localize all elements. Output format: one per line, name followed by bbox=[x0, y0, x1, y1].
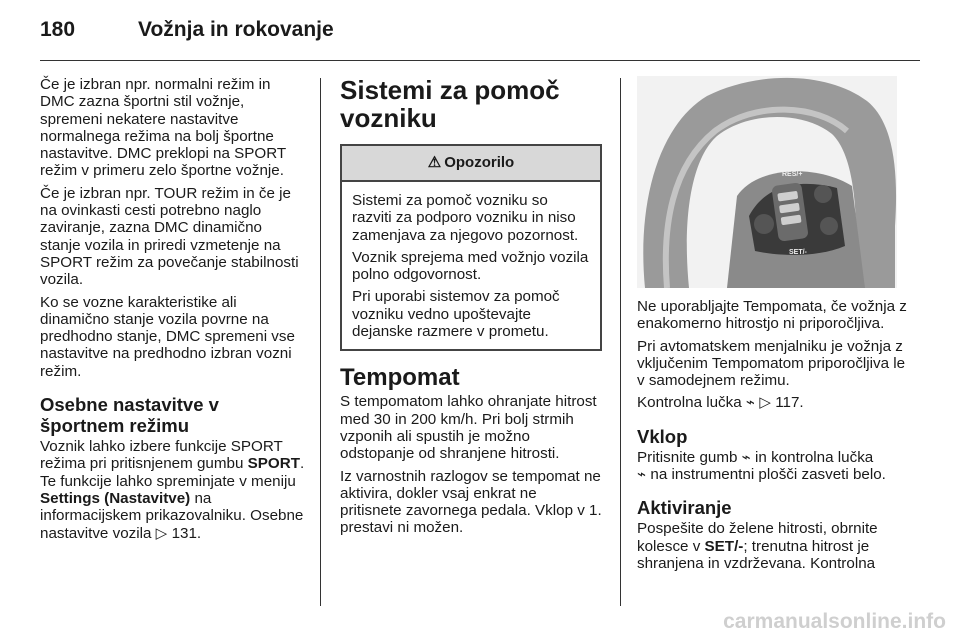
paragraph-tempomat-safety: Iz varnostnih razlogov se tempomat ne aktivira, dokler vsaj enkrat ne pritisnete zavornega pedala. Vklop v 1. prestavi ni možen. bbox=[340, 467, 602, 537]
settings-menu-label: Settings (Nastavitve) bbox=[40, 489, 191, 507]
res-plus-label: RES/+ bbox=[782, 171, 803, 178]
column-divider-1 bbox=[320, 78, 321, 606]
watermark: carmanualsonline.info bbox=[723, 610, 946, 633]
paragraph-control-lamp bbox=[637, 394, 907, 411]
heading-tempomat: Tempomat bbox=[340, 364, 460, 392]
cruise-control-icon: ⌁ bbox=[637, 466, 647, 484]
page-title: Vožnja in rokovanje bbox=[138, 18, 334, 41]
warning-paragraph: Pri uporabi sistemov za pomoč vozniku vedno upoštevajte dejanske razmere v prometu. bbox=[352, 288, 560, 341]
text-run: na instrumentni plošči zasveti belo. bbox=[646, 466, 886, 484]
text-run: in kontrolna lučka bbox=[750, 448, 874, 466]
warning-body bbox=[342, 182, 600, 349]
warning-paragraph: Voznik sprejema med vožnjo vozila polno odgovornost. bbox=[352, 248, 589, 284]
paragraph-dmc-restore: Ko se vozne karakteristike ali dinamično stanje vozila povrne na predhodno stanje, DMC spremeni vse nastavitve na predhodno izbran vozni režim. bbox=[40, 293, 295, 380]
page-number: 180 bbox=[40, 18, 76, 41]
paragraph-tempomat-speed: S tempomatom lahko ohranjate hitrost med 30 in 200 km/h. Pri bolj strmih vzponih ali spustih je možno odstopanje od shranjene hitrosti. bbox=[340, 393, 597, 463]
heading-aktiviranje: Aktiviranje bbox=[637, 497, 732, 519]
paragraph-automatic: Pri avtomatskem menjalniku je vožnja z vklјučenim Tempomatom priporočljiva le v samodejnem režimu. bbox=[637, 337, 906, 390]
text-run: na informacijskem prikazovalniku. Osebne nastavitve vozila bbox=[40, 489, 304, 542]
column-divider-2 bbox=[620, 78, 621, 606]
paragraph-aktiviranje bbox=[637, 520, 907, 572]
text-run: . Te funkcije lahko spreminjate v meniju bbox=[40, 455, 305, 490]
text-run: ; trenutna hitrost je shranjena in vzdrževana. Kontrolna bbox=[637, 537, 876, 572]
warning-triangle-icon: ⚠ bbox=[427, 154, 442, 172]
cruise-control-icon: ⌁ bbox=[745, 394, 756, 412]
set-minus-label: SET/- bbox=[704, 537, 744, 555]
page-reference-icon: ▷ bbox=[759, 394, 771, 412]
text-run: Voznik lahko izbere funkcije SPORT režima pri pritisnjenem gumbu bbox=[40, 438, 283, 473]
warning-paragraph: Sistemi za pomoč vozniku so razviti za podporo vozniku in niso zamenjava za njegovo pozornost. bbox=[352, 192, 579, 244]
paragraph-dmc-sport: Če je izbran npr. normalni režim in DMC zazna športni stil vožnje, spremeni nekatere nastavitve normalnega režima na bolj športne nastavitve. DMC preklopi na SPORT režim v primeru zelo športne vožnje. bbox=[40, 76, 286, 180]
set-minus-label: SET/- bbox=[789, 249, 807, 256]
page-reference-number: 117. bbox=[771, 394, 804, 412]
steering-wheel-illustration bbox=[637, 76, 897, 288]
text-run: Pritisnite gumb bbox=[637, 448, 742, 466]
page-reference-icon: ▷ bbox=[155, 524, 168, 542]
paragraph-dmc-tour: Če je izbran npr. TOUR režim in če je na ovinkasti cesti potrebno naglo zaviranje, zazna DMC dinamično stanje vozila in priredi vzmetenje na SPORT režim za povečanje stabilnosti vozila. bbox=[40, 184, 299, 289]
page-header bbox=[40, 18, 920, 58]
warning-header bbox=[342, 146, 600, 182]
warning-label: Opozorilo bbox=[444, 154, 515, 172]
column-left bbox=[40, 76, 306, 547]
column-right bbox=[637, 76, 907, 577]
text-run: Pospešite do želene hitrosti, obrnite kolesce v bbox=[637, 520, 878, 555]
section-title-driver-assist: Sistemi za pomoč vozniku bbox=[340, 75, 560, 133]
paragraph-personal-settings bbox=[40, 438, 306, 542]
text-run: Kontrolna lučka bbox=[637, 394, 746, 412]
paragraph-vklop bbox=[637, 449, 907, 484]
column-middle bbox=[340, 76, 602, 542]
page-reference-number: 131. bbox=[167, 524, 202, 542]
paragraph-do-not-use: Ne uporabljajte Tempomata, če vožnja z enakomerno hitrostjo ni priporočljiva. bbox=[637, 298, 907, 333]
heading-vklop: Vklop bbox=[637, 425, 688, 447]
heading-personal-settings: Osebne nastavitve v športnem režimu bbox=[40, 394, 219, 437]
warning-box bbox=[340, 144, 602, 351]
header-rule bbox=[40, 60, 920, 61]
cruise-control-icon: ⌁ bbox=[741, 448, 751, 466]
sport-label: SPORT bbox=[247, 455, 300, 473]
